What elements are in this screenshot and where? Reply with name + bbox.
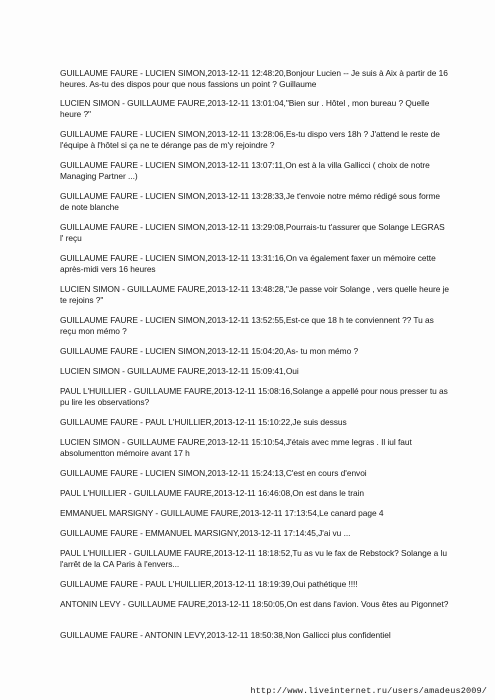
message-entry: GUILLAUME FAURE - LUCIEN SIMON,2013-12-11 13:07:11,On est à la villa Gallicci ( choix de notre Managing Partner ...): [60, 160, 430, 181]
message-entry: GUILLAUME FAURE - LUCIEN SIMON,2013-12-11 13:28:33,Je t'envoie notre mémo rédigé sous forme de note blanche: [60, 191, 440, 212]
source-url-watermark: http://www.liveinternet.ru/users/amadeus2009/: [250, 686, 487, 696]
message-entry: PAUL L'HUILLIER - GUILLAUME FAURE,2013-12-11 15:08:16,Solange a appellé pour nous presser tu as pu lire les observations?: [60, 386, 448, 407]
message-entry: GUILLAUME FAURE - LUCIEN SIMON,2013-12-11 12:48:20,Bonjour Lucien -- Je suis à Aix à partir de 16 heures. As-tu des dispos pour que nous fassions un point ? Guillaume: [60, 68, 448, 89]
message-entry: GUILLAUME FAURE - LUCIEN SIMON,2013-12-11 15:04:20,As- tu mon mémo ?: [60, 346, 359, 356]
message-entry: PAUL L'HUILLIER - GUILLAUME FAURE,2013-12-11 18:18:52,Tu as vu le fax de Rebstock? Solange a lu l'arrêt de la CA Paris à l'envers...: [60, 548, 447, 569]
message-entry: GUILLAUME FAURE - PAUL L'HUILLIER,2013-12-11 18:19:39,Oui pathétique !!!!: [60, 579, 358, 589]
message-entry: ANTONIN LEVY - GUILLAUME FAURE,2013-12-11 18:50:05,On est dans l'avion. Vous êtes au Pigonnet?: [60, 599, 449, 609]
message-entry: PAUL L'HUILLIER - GUILLAUME FAURE,2013-12-11 16:46:08,On est dans le train: [60, 488, 365, 498]
message-entry: GUILLAUME FAURE - ANTONIN LEVY,2013-12-11 18:50:38,Non Gallicci plus confidentiel: [60, 630, 391, 640]
message-entry: GUILLAUME FAURE - EMMANUEL MARSIGNY,2013-12-11 17:14:45,J'ai vu ...: [60, 528, 351, 538]
message-entry: GUILLAUME FAURE - LUCIEN SIMON,2013-12-11 13:31:16,On va également faxer un mémoire cette après-midi vers 16 heures: [60, 253, 436, 274]
message-entry: LUCIEN SIMON - GUILLAUME FAURE,2013-12-11 13:48:28,"Je passe voir Solange , vers quelle heure je te rejoins ?": [60, 284, 450, 305]
message-entry: GUILLAUME FAURE - PAUL L'HUILLIER,2013-12-11 15:10:22,Je suis dessus: [60, 417, 347, 427]
message-entry: GUILLAUME FAURE - LUCIEN SIMON,2013-12-11 13:28:06,Es-tu dispo vers 18h ? J'attend le reste de l'équipe à l'hôtel si ça ne te dérange pas de m'y rejoindre ?: [60, 129, 440, 150]
message-entry: LUCIEN SIMON - GUILLAUME FAURE,2013-12-11 15:09:41,Oui: [60, 366, 299, 376]
message-entry: GUILLAUME FAURE - LUCIEN SIMON,2013-12-11 13:29:08,Pourrais-tu t'assurer que Solange LEGRAS l' reçu: [60, 222, 445, 243]
message-entry: GUILLAUME FAURE - LUCIEN SIMON,2013-12-11 15:24:13,C'est en cours d'envoi: [60, 468, 367, 478]
message-entry: GUILLAUME FAURE - LUCIEN SIMON,2013-12-11 13:52:55,Est-ce que 18 h te conviennent ?? Tu as reçu mon mémo ?: [60, 315, 434, 336]
message-log: [60, 68, 450, 641]
message-entry: EMMANUEL MARSIGNY - GUILLAUME FAURE,2013-12-11 17:13:54,Le canard page 4: [60, 508, 384, 518]
message-entry: LUCIEN SIMON - GUILLAUME FAURE,2013-12-11 13:01:04,"Bien sur . Hôtel , mon bureau ? Quelle heure ?": [60, 98, 430, 119]
message-entry: LUCIEN SIMON - GUILLAUME FAURE,2013-12-11 15:10:54,J'étais avec mme legras . Il iul faut absolumentton mémoire avant 17 h: [60, 437, 412, 458]
